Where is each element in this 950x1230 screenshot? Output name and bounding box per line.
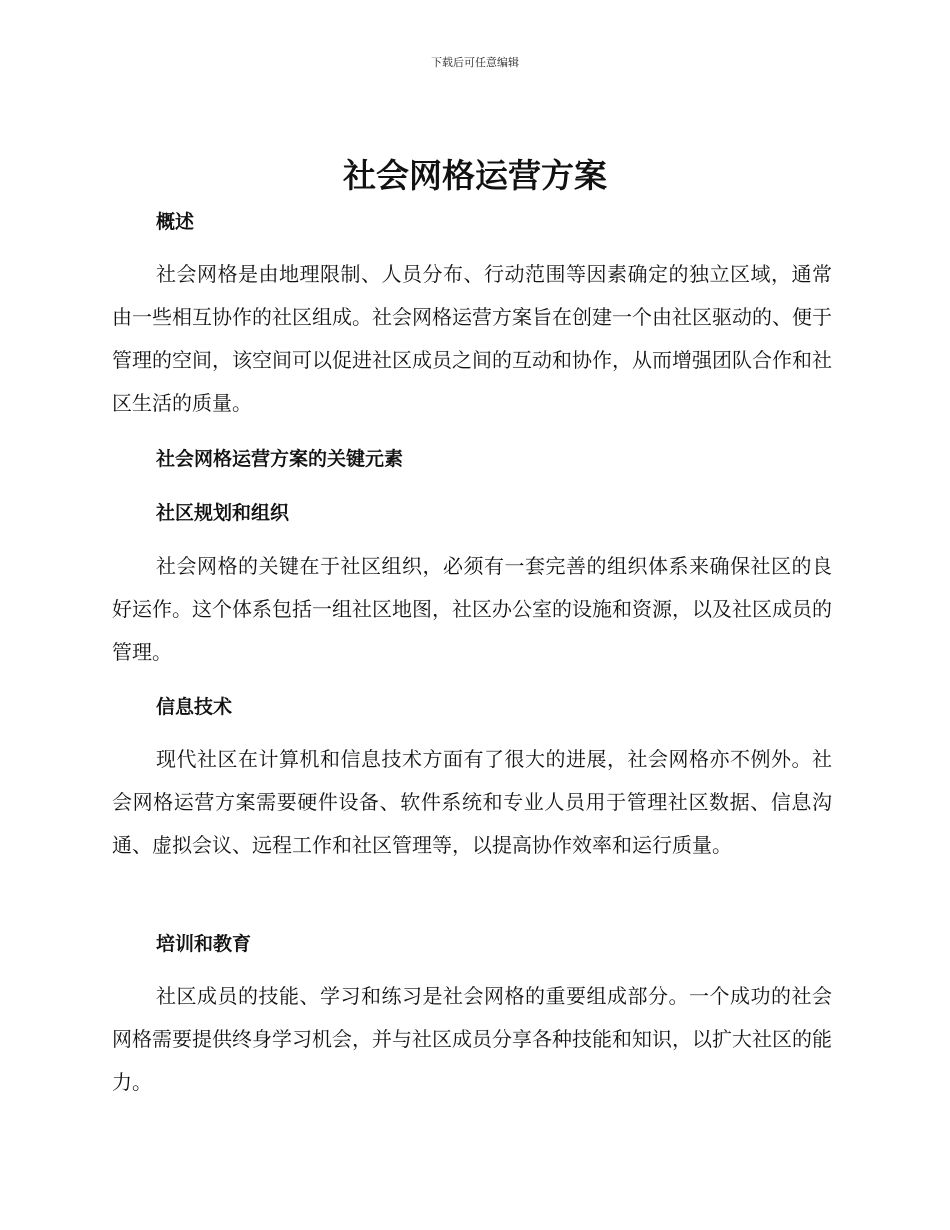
section-heading-overview: 概述: [156, 211, 195, 233]
document-title: 社会网格运营方案: [343, 156, 607, 195]
paragraph-it: 现代社区在计算机和信息技术方面有了很大的进展，社会网格亦不例外。社会网格运营方案需要硬件设备、软件系统和专业人员用于管理社区数据、信息沟通、虚拟会议、远程工作和社区管理等，以提高协作效率和运行质量。: [112, 747, 832, 857]
header-note: 下载后可任意编辑: [431, 56, 519, 69]
paragraph-planning: 社会网格的关键在于社区组织，必须有一套完善的组织体系来确保社区的良好运作。这个体系包括一组社区地图，社区办公室的设施和资源，以及社区成员的管理。: [112, 554, 832, 664]
section-heading-training: 培训和教育: [156, 933, 252, 955]
paragraph-training: 社区成员的技能、学习和练习是社会网格的重要组成部分。一个成功的社会网格需要提供终身学习机会，并与社区成员分享各种技能和知识，以扩大社区的能力。: [112, 984, 832, 1094]
section-heading-key-elements: 社会网格运营方案的关键元素: [156, 448, 404, 470]
section-heading-planning: 社区规划和组织: [156, 502, 290, 524]
section-heading-it: 信息技术: [156, 696, 233, 718]
paragraph-overview: 社会网格是由地理限制、人员分布、行动范围等因素确定的独立区域，通常由一些相互协作的社区组成。社会网格运营方案旨在创建一个由社区驱动的、便于管理的空间，该空间可以促进社区成员之间的互动和协作，从而增强团队合作和社区生活的质量。: [112, 262, 832, 415]
